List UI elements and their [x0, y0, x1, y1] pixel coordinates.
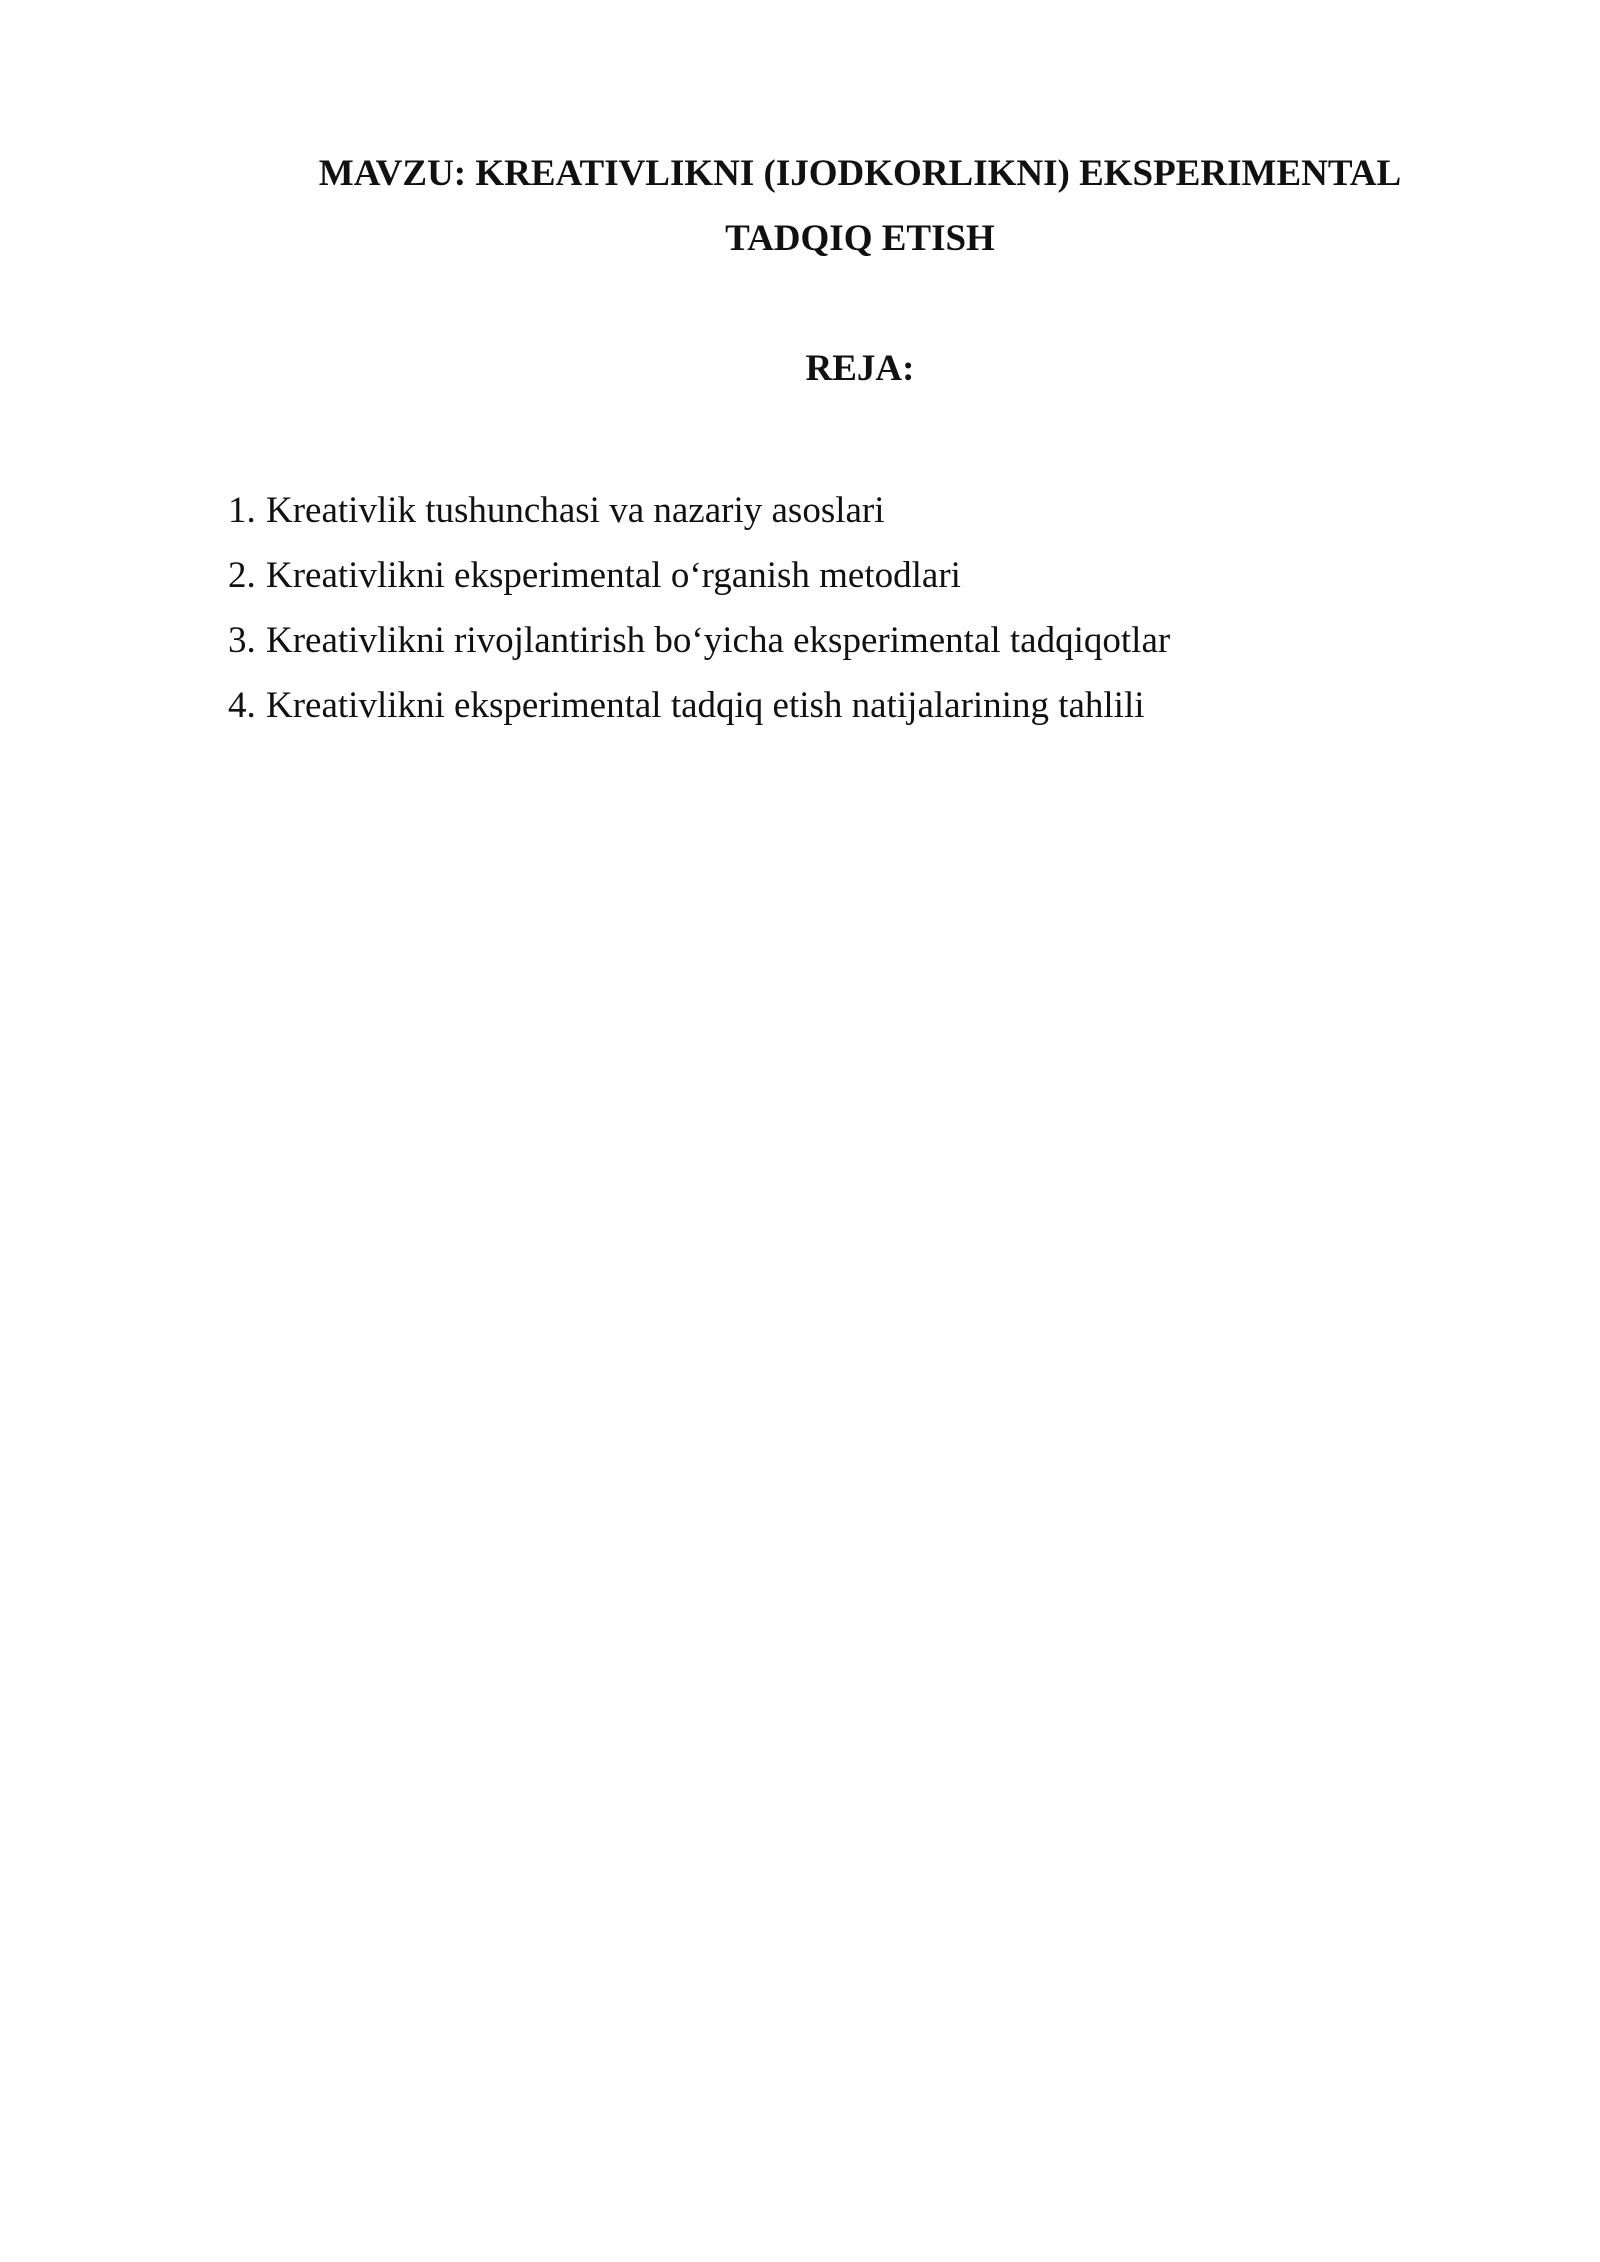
plan-heading: REJA: [805, 348, 915, 389]
plan-item-text: Kreativlikni eksperimental o‘rganish metodlari [266, 555, 961, 596]
plan-item-2 [228, 543, 1170, 608]
plan-item-1 [228, 478, 1170, 543]
plan-item-number: 4. [228, 685, 256, 726]
plan-item-text: Kreativlikni rivojlantirish bo‘yicha eksperimental tadqiqotlar [266, 620, 1171, 661]
plan-item-4 [228, 673, 1170, 738]
plan-item-text: Kreativlik tushunchasi va nazariy asoslari [266, 490, 885, 531]
document-title-line-1: MAVZU: KREATIVLIKNI (IJODKORLIKNI) EKSPERIMENTAL [318, 153, 1402, 194]
plan-item-3 [228, 608, 1170, 673]
plan-list [228, 478, 1170, 738]
plan-item-text: Kreativlikni eksperimental tadqiq etish natijalarining tahlili [266, 685, 1145, 726]
plan-item-number: 1. [228, 490, 256, 531]
plan-item-number: 3. [228, 620, 256, 661]
document-title-line-2: TADQIQ ETISH [725, 218, 995, 259]
plan-item-number: 2. [228, 555, 256, 596]
